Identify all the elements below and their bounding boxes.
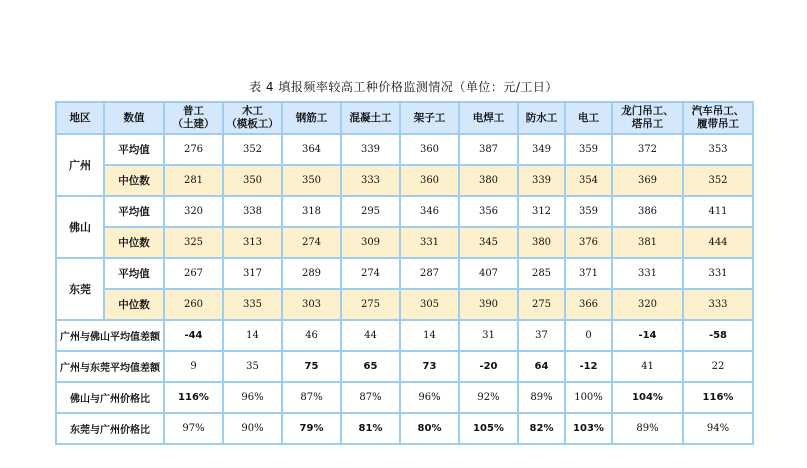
- value-cell: 356: [459, 196, 518, 227]
- summary-value-cell: 96%: [223, 382, 282, 413]
- summary-value-cell: -58: [683, 320, 753, 351]
- summary-value-cell: 89%: [612, 413, 683, 444]
- summary-value-cell: -44: [164, 320, 223, 351]
- summary-value-cell: 90%: [223, 413, 282, 444]
- summary-value-cell: -14: [612, 320, 683, 351]
- table-row: [56, 258, 753, 289]
- header-col-7: [565, 102, 612, 134]
- summary-value-cell: 96%: [400, 382, 459, 413]
- value-cell: 331: [612, 258, 683, 289]
- summary-value-cell: 105%: [459, 413, 518, 444]
- header-line-1: 普工: [183, 105, 204, 117]
- header-col-5: [459, 102, 518, 134]
- summary-value-cell: 81%: [341, 413, 400, 444]
- value-cell: 349: [518, 134, 565, 165]
- summary-value-cell: 46: [282, 320, 341, 351]
- summary-value-cell: 14: [400, 320, 459, 351]
- stat-label: 平均值: [104, 134, 164, 165]
- value-cell: 346: [400, 196, 459, 227]
- value-cell: 359: [565, 134, 612, 165]
- value-cell: 339: [518, 165, 565, 196]
- value-cell: 325: [164, 227, 223, 258]
- value-cell: 275: [341, 289, 400, 320]
- summary-row: [56, 320, 753, 351]
- value-cell: 371: [565, 258, 612, 289]
- stat-label: 平均值: [104, 196, 164, 227]
- value-cell: 331: [683, 258, 753, 289]
- header-line-1: 电焊工: [472, 111, 505, 124]
- header-line-1: 汽车吊工、: [691, 105, 745, 117]
- value-cell: 376: [565, 227, 612, 258]
- stat-label: 中位数: [104, 227, 164, 258]
- value-cell: 381: [612, 227, 683, 258]
- value-cell: 372: [612, 134, 683, 165]
- value-cell: 364: [282, 134, 341, 165]
- region-cell: 佛山: [56, 196, 104, 258]
- value-cell: 339: [341, 134, 400, 165]
- value-cell: 338: [223, 196, 282, 227]
- value-cell: 275: [518, 289, 565, 320]
- value-cell: 411: [683, 196, 753, 227]
- summary-value-cell: 65: [341, 351, 400, 382]
- summary-value-cell: 44: [341, 320, 400, 351]
- summary-value-cell: 87%: [341, 382, 400, 413]
- header-line-1: 木工: [242, 105, 263, 117]
- header-col-6: [518, 102, 565, 134]
- value-cell: 313: [223, 227, 282, 258]
- value-cell: 390: [459, 289, 518, 320]
- summary-value-cell: 73: [400, 351, 459, 382]
- summary-row: [56, 351, 753, 382]
- region-cell: 东莞: [56, 258, 104, 320]
- value-cell: 366: [565, 289, 612, 320]
- table-row: [56, 289, 753, 320]
- value-cell: 359: [565, 196, 612, 227]
- summary-value-cell: 104%: [612, 382, 683, 413]
- summary-value-cell: 116%: [683, 382, 753, 413]
- value-cell: 305: [400, 289, 459, 320]
- summary-value-cell: 35: [223, 351, 282, 382]
- summary-value-cell: 22: [683, 351, 753, 382]
- header-col-3: [341, 102, 400, 134]
- value-cell: 309: [341, 227, 400, 258]
- header-line-1: 防水工: [525, 111, 558, 124]
- header-col-9: [683, 102, 753, 134]
- value-cell: 317: [223, 258, 282, 289]
- summary-value-cell: 64: [518, 351, 565, 382]
- stat-label: 中位数: [104, 289, 164, 320]
- value-cell: 360: [400, 134, 459, 165]
- value-cell: 312: [518, 196, 565, 227]
- value-cell: 350: [282, 165, 341, 196]
- header-line-1: 龙门吊工、: [621, 105, 674, 117]
- summary-value-cell: 79%: [282, 413, 341, 444]
- summary-label: 广州与佛山平均值差额: [56, 320, 164, 351]
- summary-value-cell: 37: [518, 320, 565, 351]
- header-col-1: [223, 102, 282, 134]
- price-monitoring-table: [55, 101, 754, 445]
- value-cell: 335: [223, 289, 282, 320]
- summary-value-cell: -12: [565, 351, 612, 382]
- value-cell: 331: [400, 227, 459, 258]
- stat-label: 平均值: [104, 258, 164, 289]
- header-line-2: （模板工）: [226, 118, 279, 130]
- header-line-2: 履带吊工: [697, 118, 739, 130]
- summary-value-cell: -20: [459, 351, 518, 382]
- table-row: [56, 227, 753, 258]
- value-cell: 295: [341, 196, 400, 227]
- value-cell: 353: [683, 134, 753, 165]
- header-col-4: [400, 102, 459, 134]
- summary-value-cell: 100%: [565, 382, 612, 413]
- summary-value-cell: 89%: [518, 382, 565, 413]
- summary-value-cell: 41: [612, 351, 683, 382]
- value-cell: 318: [282, 196, 341, 227]
- header-col-2: [282, 102, 341, 134]
- value-cell: 407: [459, 258, 518, 289]
- table-caption: 表 4 填报频率较高工种价格监测情况（单位：元/工日）: [249, 80, 558, 94]
- value-cell: 352: [683, 165, 753, 196]
- value-cell: 333: [683, 289, 753, 320]
- value-cell: 352: [223, 134, 282, 165]
- value-cell: 320: [164, 196, 223, 227]
- value-cell: 274: [341, 258, 400, 289]
- value-cell: 387: [459, 134, 518, 165]
- value-cell: 354: [565, 165, 612, 196]
- value-cell: 360: [400, 165, 459, 196]
- summary-value-cell: 14: [223, 320, 282, 351]
- summary-value-cell: 31: [459, 320, 518, 351]
- table-body: [56, 134, 753, 444]
- summary-label: 东莞与广州价格比: [56, 413, 164, 444]
- stat-label: 中位数: [104, 165, 164, 196]
- summary-value-cell: 82%: [518, 413, 565, 444]
- value-cell: 303: [282, 289, 341, 320]
- summary-row: [56, 382, 753, 413]
- header-line-1: 电工: [578, 111, 599, 124]
- value-cell: 267: [164, 258, 223, 289]
- summary-label: 广州与东莞平均值差额: [56, 351, 164, 382]
- summary-value-cell: 103%: [565, 413, 612, 444]
- summary-value-cell: 92%: [459, 382, 518, 413]
- value-cell: 350: [223, 165, 282, 196]
- summary-value-cell: 0: [565, 320, 612, 351]
- value-cell: 274: [282, 227, 341, 258]
- table-row: [56, 134, 753, 165]
- header-stat: 数值: [104, 102, 164, 134]
- header-line-2: （土建）: [172, 118, 215, 130]
- header-row: [56, 102, 753, 134]
- summary-value-cell: 9: [164, 351, 223, 382]
- value-cell: 380: [459, 165, 518, 196]
- table-row: [56, 165, 753, 196]
- summary-value-cell: 87%: [282, 382, 341, 413]
- value-cell: 289: [282, 258, 341, 289]
- summary-value-cell: 75: [282, 351, 341, 382]
- summary-value-cell: 97%: [164, 413, 223, 444]
- summary-row: [56, 413, 753, 444]
- header-line-1: 混凝土工: [349, 111, 392, 124]
- region-cell: 广州: [56, 134, 104, 196]
- summary-value-cell: 80%: [400, 413, 459, 444]
- value-cell: 333: [341, 165, 400, 196]
- value-cell: 369: [612, 165, 683, 196]
- value-cell: 444: [683, 227, 753, 258]
- value-cell: 285: [518, 258, 565, 289]
- header-col-8: [612, 102, 683, 134]
- value-cell: 281: [164, 165, 223, 196]
- value-cell: 345: [459, 227, 518, 258]
- header-line-1: 钢筋工: [295, 111, 328, 124]
- value-cell: 320: [612, 289, 683, 320]
- table-row: [56, 196, 753, 227]
- header-col-0: [164, 102, 223, 134]
- summary-value-cell: 116%: [164, 382, 223, 413]
- value-cell: 260: [164, 289, 223, 320]
- header-line-2: 塔吊工: [631, 118, 664, 130]
- summary-label: 佛山与广州价格比: [56, 382, 164, 413]
- header-line-1: 架子工: [413, 111, 446, 124]
- value-cell: 386: [612, 196, 683, 227]
- value-cell: 287: [400, 258, 459, 289]
- header-region: 地区: [56, 102, 104, 134]
- value-cell: 380: [518, 227, 565, 258]
- summary-value-cell: 94%: [683, 413, 753, 444]
- value-cell: 276: [164, 134, 223, 165]
